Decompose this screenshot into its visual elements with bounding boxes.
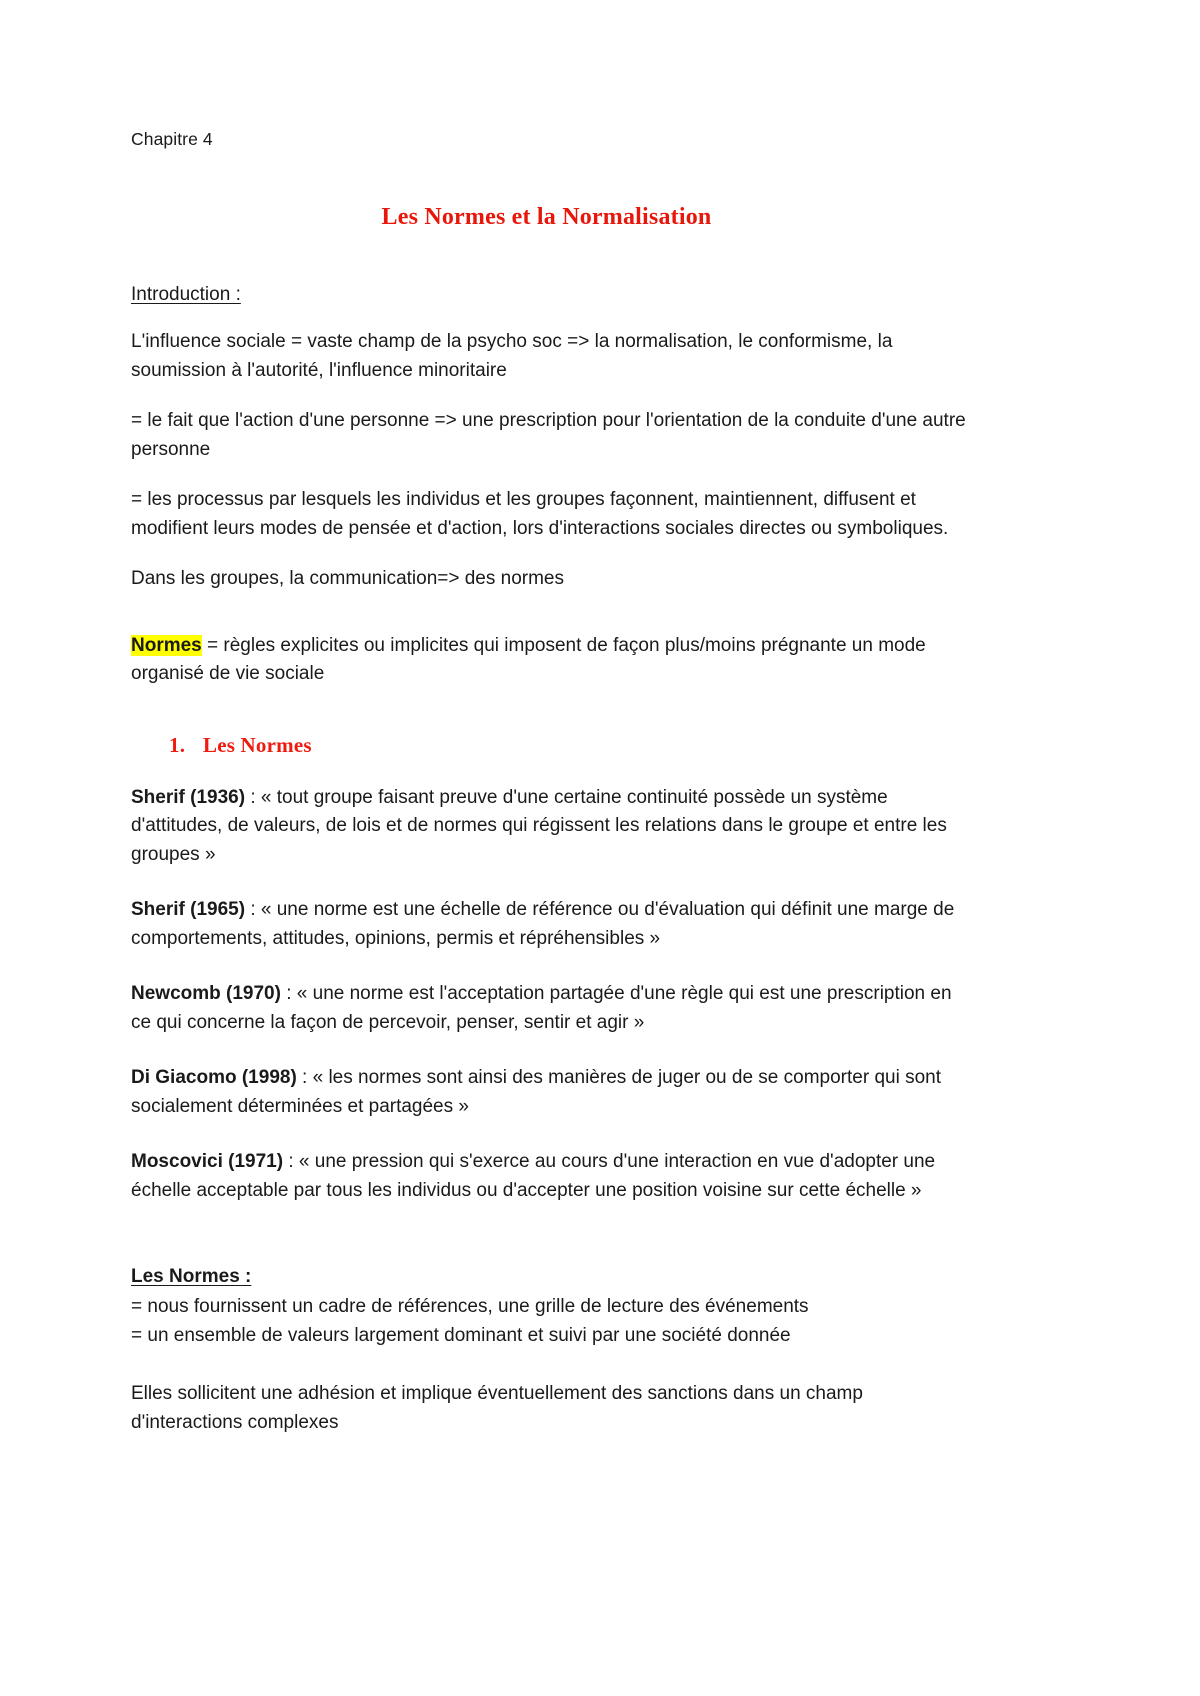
spacer: [131, 616, 976, 632]
citation-text: : « une norme est une échelle de référence ou d'évaluation qui définit une marge de comportements, attitudes, opinions, permis et répréhensibles »: [131, 899, 955, 949]
citation-author: Sherif (1965): [131, 899, 246, 921]
spacer: [131, 1350, 976, 1380]
chapter-label: Chapitre 4: [131, 129, 213, 149]
summary-line-2: = un ensemble de valeurs largement dominant et suivi par une société donnée: [131, 1325, 791, 1347]
citation-sherif-1936: [131, 784, 976, 870]
citation-author: Di Giacomo (1998): [131, 1067, 297, 1089]
section-number: 1.: [169, 732, 186, 757]
section-heading-les-normes: [131, 733, 976, 758]
summary-heading: Les Normes :: [131, 1266, 252, 1288]
normes-highlighted-term: Normes: [131, 634, 202, 656]
les-normes-summary: [131, 1262, 976, 1350]
citation-author: Newcomb (1970): [131, 983, 281, 1005]
citation-newcomb-1970: [131, 980, 976, 1037]
page-content: [131, 128, 976, 1459]
citation-text: : « les normes sont ainsi des manières de juger ou de se comporter qui sont socialement déterminées et partagées »: [131, 1067, 942, 1117]
summary-closing-paragraph: Elles sollicitent une adhésion et implique éventuellement des sanctions dans un champ d'interactions complexes: [131, 1383, 863, 1433]
citation-text: : « tout groupe faisant preuve d'une certaine continuité possède un système d'attitudes, de valeurs, de lois et de normes qui régissent les relations dans le groupe et entre les groupes »: [131, 786, 947, 865]
normes-definition-text: = règles explicites ou implicites qui imposent de façon plus/moins prégnante un mode organisé de vie sociale: [131, 634, 926, 685]
citation-text: : « une pression qui s'exerce au cours d'une interaction en vue d'adopter une échelle acceptable par tous les individus ou d'accepter une position voisine sur cette échelle »: [131, 1151, 936, 1201]
citation-sherif-1965: [131, 896, 976, 953]
spacer: [131, 1232, 976, 1262]
normes-definition: [131, 632, 976, 689]
citation-author: Moscovici (1971): [131, 1151, 284, 1173]
citation-text: : « une norme est l'acceptation partagée d'une règle qui est une prescription en ce qui concerne la façon de percevoir, penser, sentir et agir »: [131, 983, 952, 1033]
citation-author: Sherif (1936): [131, 786, 246, 808]
citation-di-giacomo-1998: [131, 1064, 976, 1121]
page-title: Les Normes et la Normalisation: [381, 203, 712, 230]
introduction-paragraph-2: = le fait que l'action d'une personne => une prescription pour l'orientation de la conduite d'une autre personne: [131, 410, 966, 460]
introduction-paragraph-4: Dans les groupes, la communication=> des normes: [131, 568, 565, 590]
introduction-heading: Introduction :: [131, 283, 241, 305]
introduction-paragraph-1: L'influence sociale = vaste champ de la psycho soc => la normalisation, le conformisme, la soumission à l'autorité, l'influence minoritaire: [131, 331, 893, 381]
introduction-paragraph-3: = les processus par lesquels les individus et les groupes façonnent, maintiennent, diffusent et modifient leurs modes de pensée et d'action, lors d'interactions sociales directes ou symboliques.: [131, 489, 949, 539]
section-title: Les Normes: [203, 732, 312, 757]
summary-line-1: = nous fournissent un cadre de références, une grille de lecture des événements: [131, 1295, 809, 1317]
citation-moscovici-1971: [131, 1148, 976, 1205]
